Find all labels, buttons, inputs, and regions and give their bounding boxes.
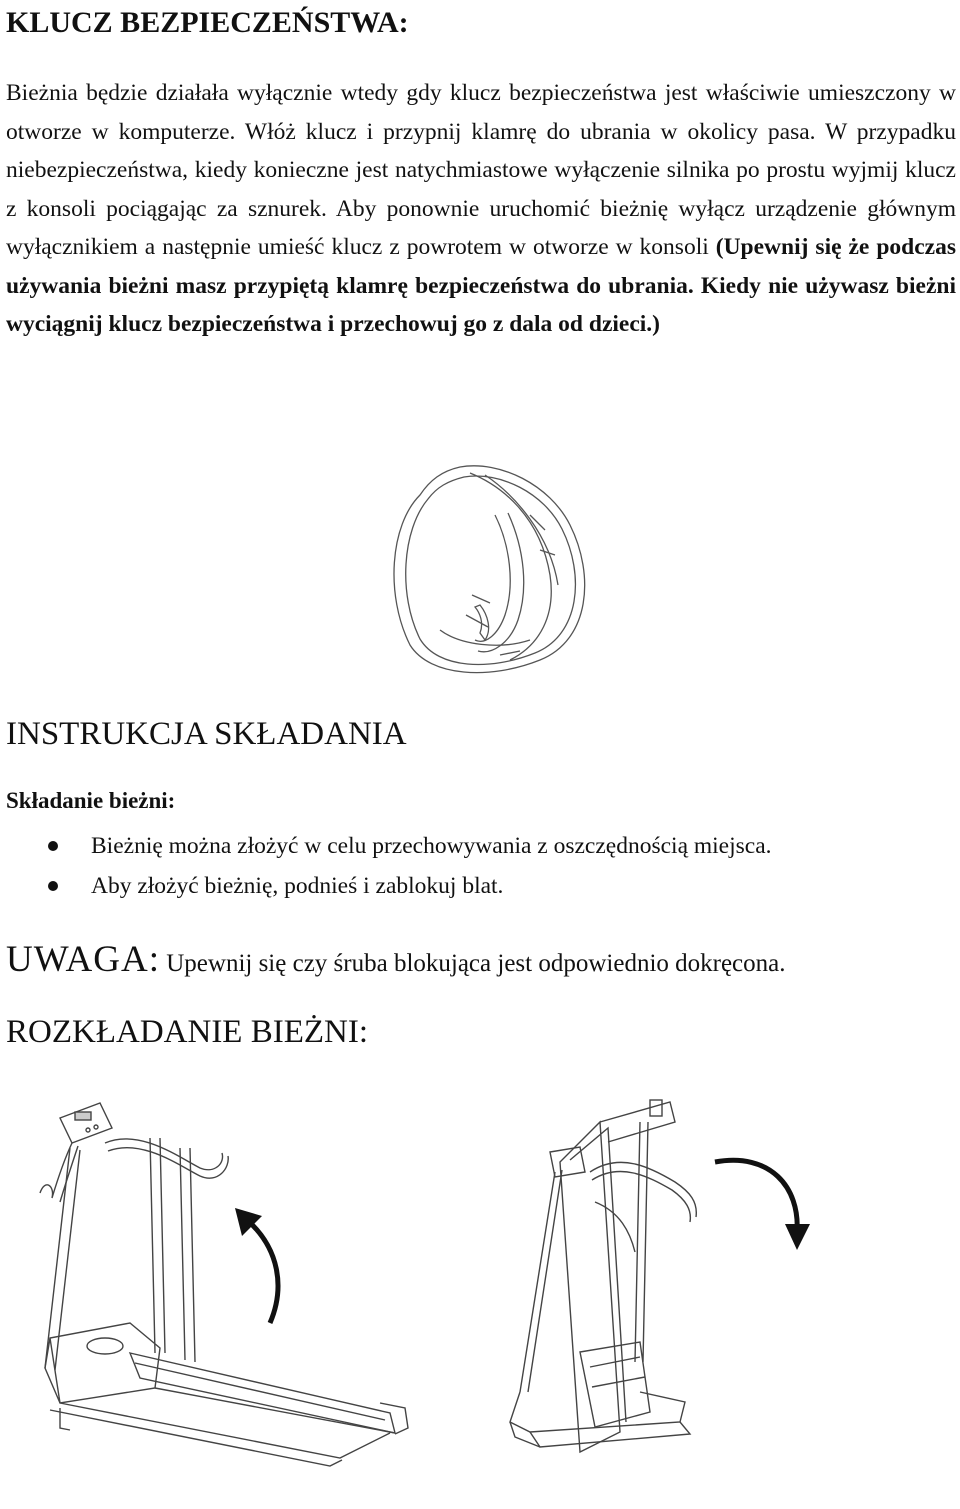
assembly-subheading: Składanie bieżni: (6, 788, 176, 813)
bullet-icon (48, 881, 58, 891)
treadmill-folded-illustration (500, 1092, 830, 1482)
safety-warning-text: (Upewnij się że podczas używania bieżni masz przypiętą klamrę bezpieczeństwa do ubrania. Kiedy nie używasz bieżni wyciągnij klucz bezpieczeństwa i przechowuj go z dala od dzieci.) (6, 234, 956, 337)
assembly-bullet-list (0, 826, 772, 906)
assembly-heading: INSTRUKCJA SKŁADANIA (6, 716, 407, 752)
safety-key-paragraph (6, 74, 956, 344)
safety-key-heading: KLUCZ BEZPIECZEŃSTWA: (6, 6, 409, 39)
warning-text: Upewnij się czy śruba blokująca jest odpowiednio dokręcona. (159, 950, 786, 977)
safety-text: Bieżnia będzie działała wyłącznie wtedy gdy klucz bezpieczeństwa jest właściwie umieszczony w otworze w komputerze. Włóż klucz i przypnij klamrę do ubrania w okolicy pasa. W przypadku niebezpieczeństwa, kiedy konieczne jest natychmiastowe wyłączenie silnika po prostu wyjmij klucz z konsoli pociągając za sznurek. Aby ponownie uruchomić bieżnię wyłącz urządzenie głównym wyłącznikiem a następnie umieść klucz z powrotem w otworze w konsoli (6, 80, 956, 260)
warning-note (6, 938, 786, 981)
warning-label: UWAGA: (6, 939, 160, 980)
bullet-icon (48, 841, 58, 851)
bullet-text: Aby złożyć bieżnię, podnieś i zablokuj blat. (91, 873, 504, 899)
bullet-text: Bieżnię można złożyć w celu przechowywania z oszczędnością miejsca. (91, 833, 772, 859)
treadmill-unfolded-illustration (30, 1098, 420, 1478)
safety-key-illustration (380, 455, 600, 685)
list-item (0, 826, 772, 866)
list-item (0, 866, 772, 906)
unfolding-heading: ROZKŁADANIE BIEŻNI: (6, 1014, 369, 1050)
